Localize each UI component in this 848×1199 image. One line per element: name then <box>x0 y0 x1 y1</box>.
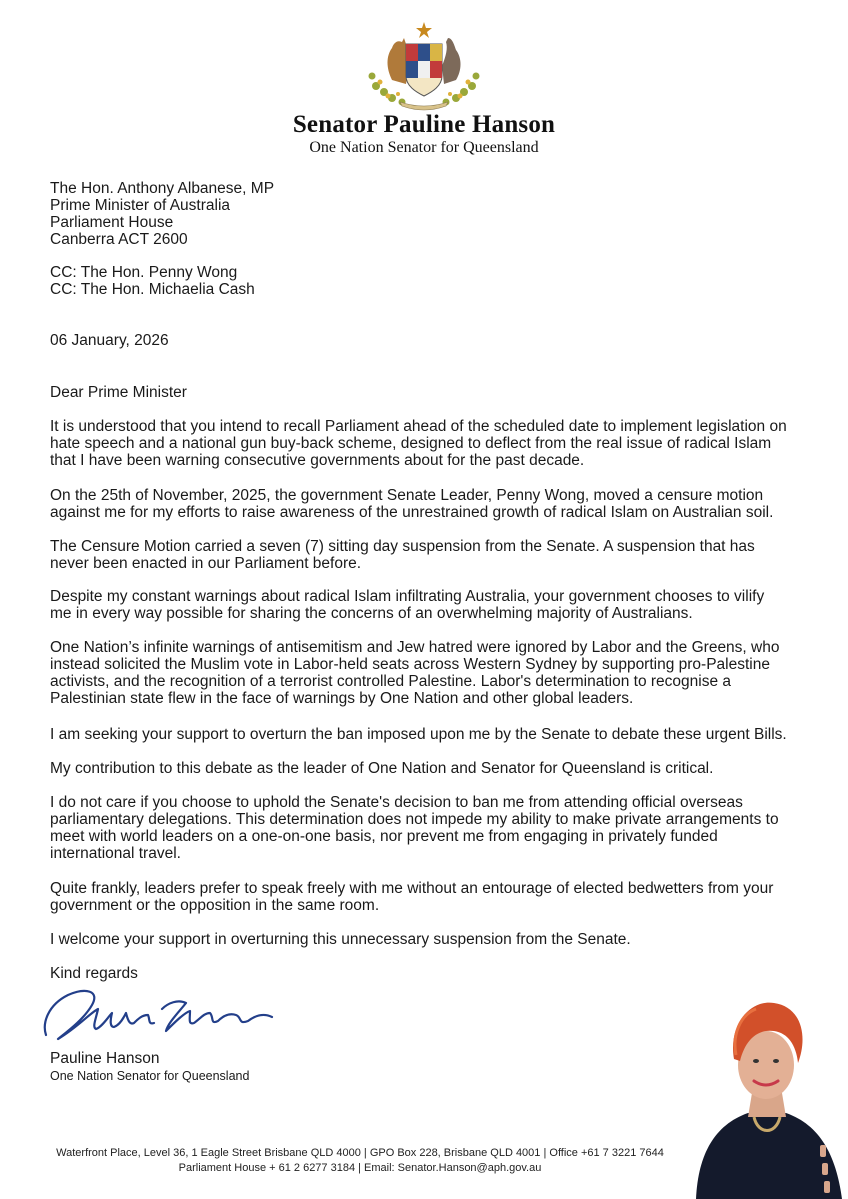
paragraph <box>50 880 810 914</box>
sender-title: One Nation Senator for Queensland <box>309 139 539 156</box>
paragraph-line: never been enacted in our Parliament before. <box>50 555 362 572</box>
paragraph-line: I welcome your support in overturning this unnecessary suspension from the Senate. <box>50 931 631 948</box>
handwritten-signature-icon <box>38 983 278 1047</box>
paragraph <box>50 588 810 622</box>
paragraph-line: against me for my efforts to raise awareness of the unrestrained growth of radical Islam on Australian soil. <box>50 504 774 521</box>
paragraph-line: me in every way possible for sharing the concerns of an overwhelming majority of Australians. <box>50 605 693 622</box>
cc-list <box>50 264 255 298</box>
paragraph-line: parliamentary delegations. This determination does not impede my ability to make private arrangements to <box>50 811 779 828</box>
recipient-address <box>50 180 274 248</box>
paragraph <box>50 418 810 469</box>
paragraph-line: The Censure Motion carried a seven (7) sitting day suspension from the Senate. A suspension that has <box>50 538 755 555</box>
recipient-line: Prime Minister of Australia <box>50 197 231 214</box>
paragraph-line: that I have been warning consecutive governments about for the past decade. <box>50 452 585 469</box>
closing: Kind regards <box>50 965 138 982</box>
paragraph <box>50 538 810 572</box>
paragraph-line: Quite frankly, leaders prefer to speak freely with me without an entourage of elected bedwetters from your <box>50 880 774 897</box>
coat-of-arms-icon <box>362 20 486 112</box>
paragraph <box>50 487 810 521</box>
letter-date: 06 January, 2026 <box>50 332 169 349</box>
footer-contact-line: Parliament House + 61 2 6277 3184 | Email: Senator.Hanson@aph.gov.au <box>178 1162 542 1174</box>
cc-line: CC: The Hon. Penny Wong <box>50 264 238 281</box>
paragraph-line: One Nation’s infinite warnings of antisemitism and Jew hatred were ignored by Labor and the Greens, who <box>50 639 780 656</box>
paragraph-line: government or the opposition in the same room. <box>50 897 380 914</box>
recipient-line: Canberra ACT 2600 <box>50 231 188 248</box>
paragraph-line: I am seeking your support to overturn the ban imposed upon me by the Senate to debate these urgent Bills. <box>50 726 787 743</box>
sender-name: Senator Pauline Hanson <box>292 111 556 138</box>
recipient-line: Parliament House <box>50 214 174 231</box>
paragraph-line: meet with world leaders on a one-on-one basis, nor prevent me from engaging in privately funded <box>50 828 718 845</box>
paragraph-line: Despite my constant warnings about radical Islam infiltrating Australia, your government chooses to vilify <box>50 588 765 605</box>
paragraph <box>50 931 810 948</box>
paragraph <box>50 794 810 862</box>
signee-name: Pauline Hanson <box>50 1050 160 1067</box>
paragraph-line: On the 25th of November, 2025, the government Senate Leader, Penny Wong, moved a censure motion <box>50 487 764 504</box>
paragraph <box>50 760 810 777</box>
recipient-line: The Hon. Anthony Albanese, MP <box>50 180 275 197</box>
paragraph-line: I do not care if you choose to uphold the Senate's decision to ban me from attending official overseas <box>50 794 743 811</box>
cc-line: CC: The Hon. Michaelia Cash <box>50 281 255 298</box>
paragraph-line: international travel. <box>50 845 181 862</box>
paragraph-line: My contribution to this debate as the leader of One Nation and Senator for Queensland is critical. <box>50 760 714 777</box>
paragraph-line: It is understood that you intend to recall Parliament ahead of the scheduled date to implement legislation on <box>50 418 787 435</box>
footer <box>0 1146 720 1176</box>
signee-title: One Nation Senator for Queensland <box>50 1069 250 1083</box>
paragraph-line: activists, and the recognition of a terrorist controlled Palestine. Labor's determination to recognise a <box>50 673 732 690</box>
footer-address-line: Waterfront Place, Level 36, 1 Eagle Street Brisbane QLD 4000 | GPO Box 228, Brisbane QLD 4001 | Office +61 7 3221 7644 <box>56 1147 664 1159</box>
paragraph <box>50 639 810 707</box>
salutation: Dear Prime Minister <box>50 384 187 401</box>
paragraph-line: instead solicited the Muslim vote in Labor-held seats across Western Sydney by supporting pro-Palestine <box>50 656 770 673</box>
paragraph-line: hate speech and a national gun buy-back scheme, designed to deflect from the real issue of radical Islam <box>50 435 772 452</box>
paragraph-line: Palestinian state flew in the face of warnings by One Nation and other global leaders. <box>50 690 634 707</box>
paragraph <box>50 726 810 743</box>
